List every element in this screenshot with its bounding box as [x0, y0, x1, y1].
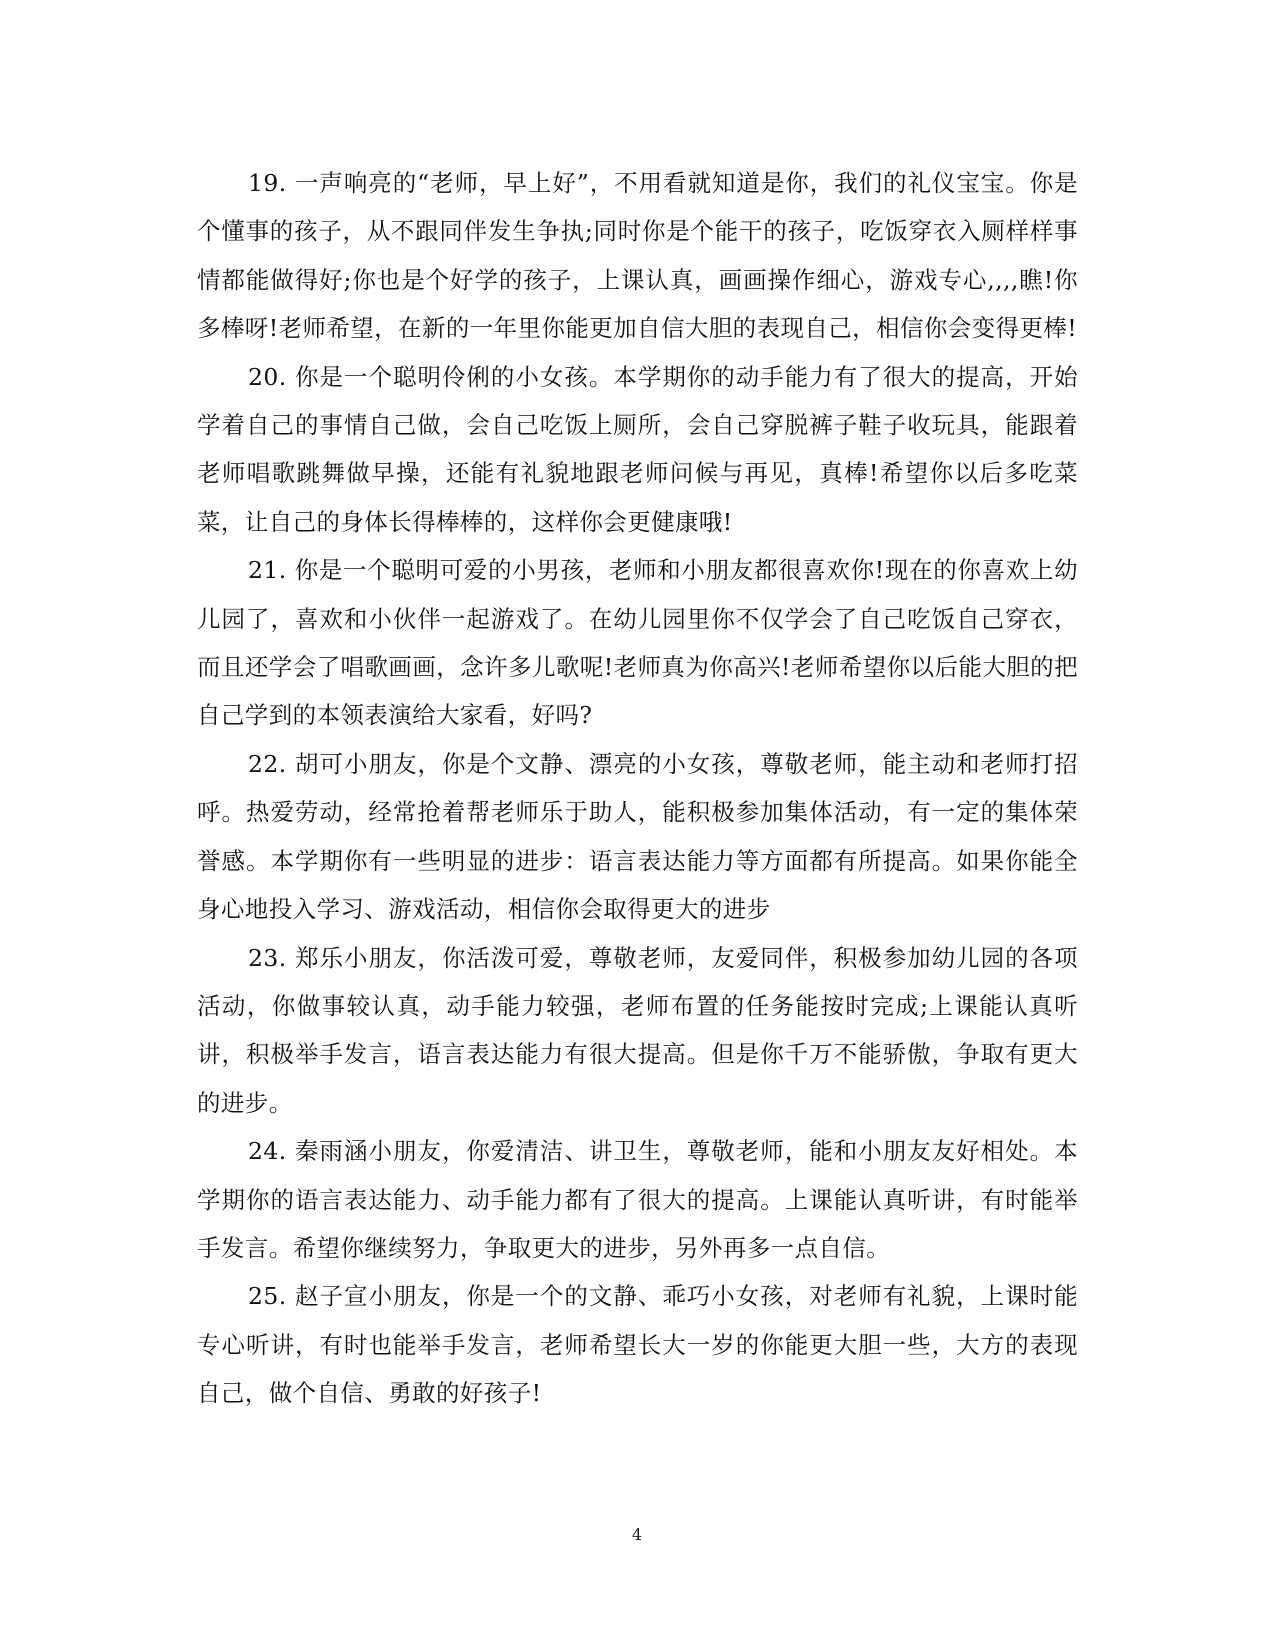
paragraph-24: 24. 秦雨涵小朋友，你爱清洁、讲卫生，尊敬老师，能和小朋友友好相处。本学期你的语言表达能力、动手能力都有了很大的提高。上课能认真听讲，有时能举手发言。希望你继续努力，争取更大的进步，另外再多一点自信。 [197, 1137, 1078, 1262]
paragraph-19: 19. 一声响亮的“老师，早上好”，不用看就知道是你，我们的礼仪宝宝。你是个懂事的孩子，从不跟同伴发生争执;同时你是个能干的孩子，吃饭穿衣入厕样样事情都能做得好;你也是个好学的孩子，上课认真，画画操作细心，游戏专心,,,,瞧!你多棒呀!老师希望，在新的一年里你能更加自信大胆的表现自己，相信你会变得更棒! [197, 169, 1078, 343]
paragraph-20: 20. 你是一个聪明伶俐的小女孩。本学期你的动手能力有了很大的提高，开始学着自己的事情自己做，会自己吃饭上厕所，会自己穿脱裤子鞋子收玩具，能跟着老师唱歌跳舞做早操，还能有礼貌地跟老师问候与再见，真棒!希望你以后多吃菜菜，让自己的身体长得棒棒的，这样你会更健康哦! [197, 362, 1078, 536]
paragraph-23: 23. 郑乐小朋友，你活泼可爱，尊敬老师，友爱同伴，积极参加幼儿园的各项活动，你做事较认真，动手能力较强，老师布置的任务能按时完成;上课能认真听讲，积极举手发言，语言表达能力有很大提高。但是你千万不能骄傲，争取有更大的进步。 [197, 943, 1078, 1117]
page-number: 4 [631, 1525, 643, 1544]
paragraph-22: 22. 胡可小朋友，你是个文静、漂亮的小女孩，尊敬老师，能主动和老师打招呼。热爱劳动，经常抢着帮老师乐于助人，能积极参加集体活动，有一定的集体荣誉感。本学期你有一些明显的进步：语言表达能力等方面都有所提高。如果你能全身心地投入学习、游戏活动，相信你会取得更大的进步 [197, 749, 1078, 924]
body-text [197, 159, 1078, 1418]
paragraph-25: 25. 赵子宣小朋友，你是一个的文静、乖巧小女孩，对老师有礼貌，上课时能专心听讲，有时也能举手发言，老师希望长大一岁的你能更大胆一些，大方的表现自己，做个自信、勇敢的好孩子! [197, 1282, 1078, 1408]
paragraph-21: 21. 你是一个聪明可爱的小男孩，老师和小朋友都很喜欢你!现在的你喜欢上幼儿园了，喜欢和小伙伴一起游戏了。在幼儿园里你不仅学会了自己吃饭自己穿衣，而且还学会了唱歌画画，念许多儿歌呢!老师真为你高兴!老师希望你以后能大胆的把自己学到的本领表演给大家看，好吗? [197, 556, 1078, 730]
